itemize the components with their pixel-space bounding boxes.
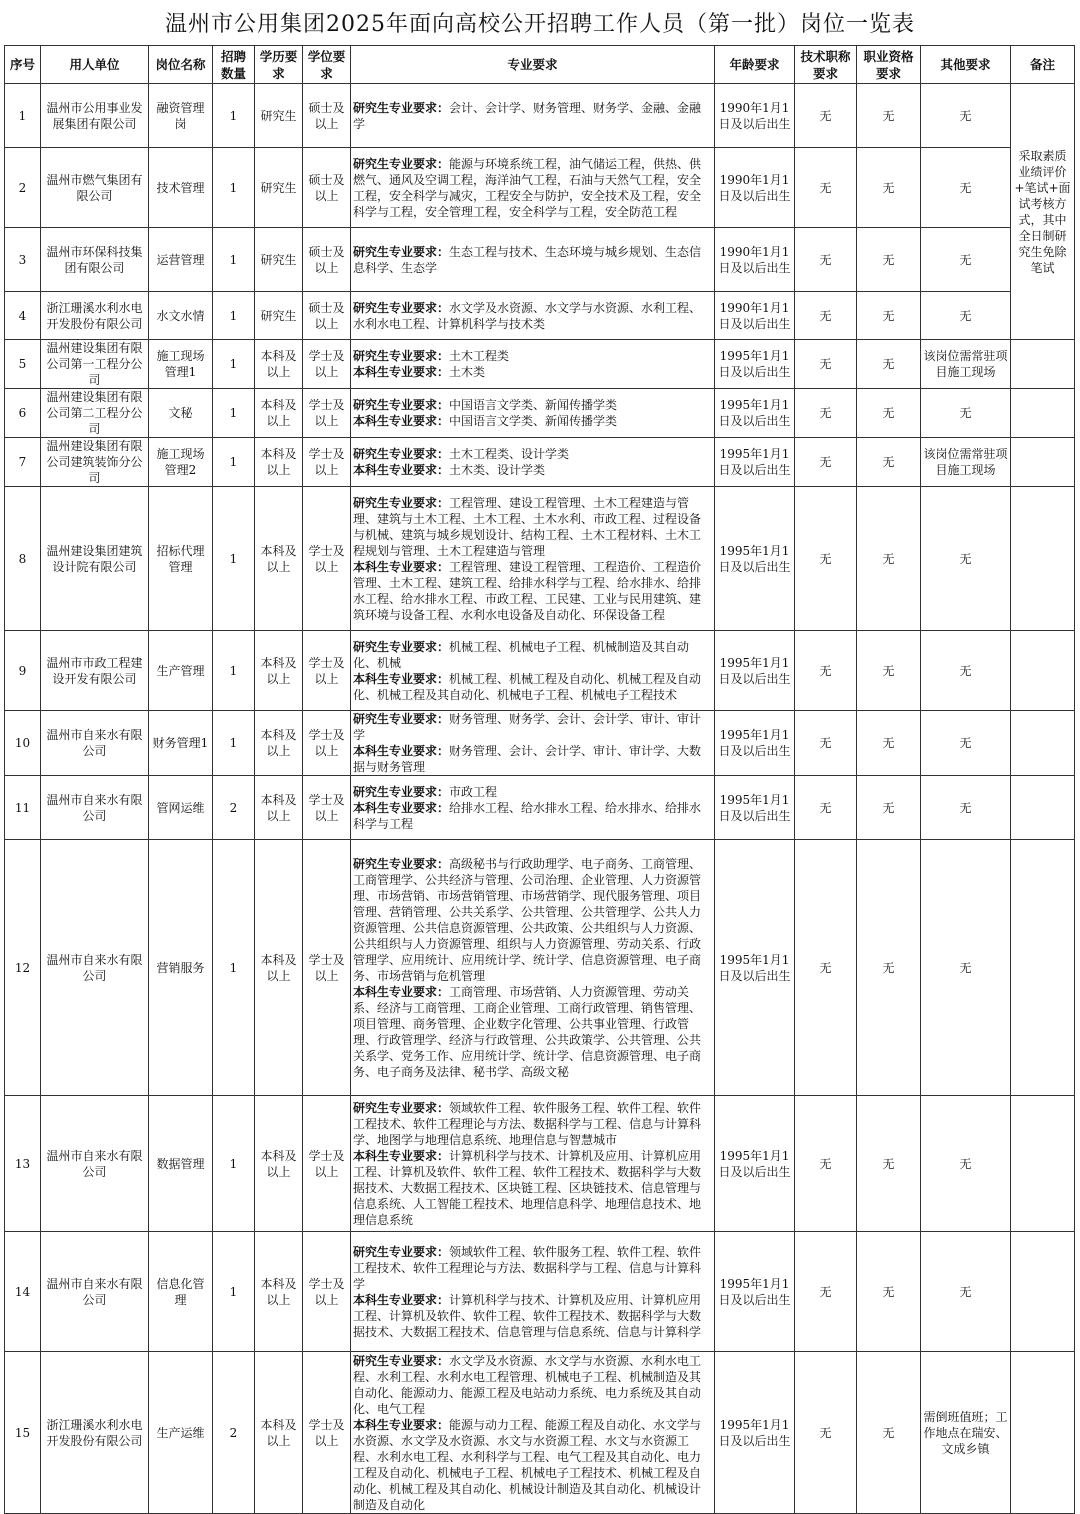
major-label: 本科生专业要求： xyxy=(353,559,450,574)
major-text: 机械工程、机械电子工程、机械制造及其自动化、机械 xyxy=(353,639,690,670)
count-cell: 1 xyxy=(213,631,255,711)
major-label: 研究生专业要求： xyxy=(353,639,450,654)
major-paragraph xyxy=(353,348,712,364)
education-cell: 本科及以上 xyxy=(255,1096,303,1232)
major-text: 计算机科学与技术、计算机及应用、计算机应用工程、计算机及软件、软件工程、软件工程技术、数据科学与大数据技术、大数据工程技术、信息管理与信息系统、信息与计算科学 xyxy=(353,1292,702,1339)
tech-title-cell: 无 xyxy=(795,438,857,487)
other-req-cell: 无 xyxy=(921,84,1011,148)
major-paragraph xyxy=(353,1353,712,1417)
age-cell: 1995年1月1日及以后出生 xyxy=(715,1096,795,1232)
table-row xyxy=(5,340,1075,389)
major-paragraph xyxy=(353,1244,712,1292)
remark-cell-empty xyxy=(1011,776,1075,840)
major-paragraph xyxy=(353,495,712,559)
major-cell xyxy=(351,148,715,228)
employer-cell: 温州市自来水有限公司 xyxy=(41,1096,149,1232)
age-cell: 1995年1月1日及以后出生 xyxy=(715,776,795,840)
row-no: 6 xyxy=(5,389,41,438)
post-name-cell: 融资管理岗 xyxy=(149,84,213,148)
degree-cell: 学士及以上 xyxy=(303,487,351,631)
tech-title-cell: 无 xyxy=(795,1096,857,1232)
major-paragraph xyxy=(353,559,712,623)
qualification-cell: 无 xyxy=(857,1232,921,1352)
row-no: 5 xyxy=(5,340,41,389)
education-cell: 研究生 xyxy=(255,292,303,340)
major-label: 研究生专业要求： xyxy=(353,1244,450,1259)
employer-cell: 温州市环保科技集团有限公司 xyxy=(41,228,149,292)
remark-cell-empty xyxy=(1011,1096,1075,1232)
major-text: 中国语言文学类、新闻传播学类 xyxy=(449,398,618,412)
major-label: 研究生专业要求： xyxy=(353,300,450,315)
major-text: 会计、会计学、财务管理、财务学、金融、金融学 xyxy=(353,100,702,131)
qualification-cell: 无 xyxy=(857,776,921,840)
education-cell: 本科及以上 xyxy=(255,711,303,776)
major-label: 本科生专业要求： xyxy=(353,984,450,999)
age-cell: 1995年1月1日及以后出生 xyxy=(715,438,795,487)
other-req-cell: 需倒班值班；工作地点在瑞安、文成乡镇 xyxy=(921,1352,1011,1514)
age-cell: 1995年1月1日及以后出生 xyxy=(715,840,795,1096)
age-cell: 1995年1月1日及以后出生 xyxy=(715,487,795,631)
row-no: 12 xyxy=(5,840,41,1096)
major-paragraph xyxy=(353,639,712,671)
qualification-cell: 无 xyxy=(857,631,921,711)
major-paragraph xyxy=(353,1100,712,1148)
age-cell: 1995年1月1日及以后出生 xyxy=(715,631,795,711)
job-table xyxy=(4,45,1075,1514)
degree-cell: 学士及以上 xyxy=(303,711,351,776)
major-label: 本科生专业要求： xyxy=(353,1417,450,1432)
other-req-cell: 无 xyxy=(921,631,1011,711)
tech-title-cell: 无 xyxy=(795,389,857,438)
major-text: 生态工程与技术、生态环境与城乡规划、生态信息科学、生态学 xyxy=(353,244,702,275)
major-cell xyxy=(351,776,715,840)
major-cell xyxy=(351,340,715,389)
remark-cell-empty xyxy=(1011,631,1075,711)
header-degree: 学位要求 xyxy=(303,46,351,84)
degree-cell: 学士及以上 xyxy=(303,1232,351,1352)
remark-cell-empty xyxy=(1011,340,1075,389)
major-label: 本科生专业要求： xyxy=(353,1292,450,1307)
employer-cell: 温州市公用事业发展集团有限公司 xyxy=(41,84,149,148)
table-row xyxy=(5,840,1075,1096)
qualification-cell: 无 xyxy=(857,84,921,148)
major-paragraph xyxy=(353,100,712,132)
major-paragraph xyxy=(353,671,712,703)
count-cell: 1 xyxy=(213,389,255,438)
education-cell: 本科及以上 xyxy=(255,389,303,438)
row-no: 9 xyxy=(5,631,41,711)
major-text: 计算机科学与技术、计算机及应用、计算机应用工程、计算机及软件、软件工程、软件工程技术、数据科学与大数据技术、大数据工程技术、区块链工程、区块链技术、信息管理与信息系统、人工智能工程技术、地理信息科学、地理信息技术、地理信息系统 xyxy=(353,1148,702,1227)
count-cell: 2 xyxy=(213,776,255,840)
post-name-cell: 数据管理 xyxy=(149,1096,213,1232)
post-name-cell: 招标代理管理 xyxy=(149,487,213,631)
major-paragraph xyxy=(353,800,712,832)
header-major: 专业要求 xyxy=(351,46,715,84)
major-paragraph xyxy=(353,156,712,220)
employer-cell: 温州建设集团有限公司第一工程分公司 xyxy=(41,340,149,389)
major-text: 工程管理、建设工程管理、土木工程建造与管理、建筑与土木工程、土木工程、土木水利、市政工程、过程设备与机械、建筑与城乡规划设计、结构工程、土木工程材料、土木工程规划与管理、土木工程建造与管理 xyxy=(353,495,702,558)
major-paragraph xyxy=(353,743,712,775)
qualification-cell: 无 xyxy=(857,711,921,776)
education-cell: 本科及以上 xyxy=(255,487,303,631)
major-label: 研究生专业要求： xyxy=(353,712,450,726)
row-no: 10 xyxy=(5,711,41,776)
major-paragraph xyxy=(353,984,712,1080)
major-cell xyxy=(351,1096,715,1232)
table-row xyxy=(5,389,1075,438)
major-text: 市政工程 xyxy=(449,784,498,799)
degree-cell: 学士及以上 xyxy=(303,389,351,438)
row-no: 2 xyxy=(5,148,41,228)
major-paragraph xyxy=(353,1148,712,1228)
other-req-cell: 无 xyxy=(921,228,1011,292)
row-no: 11 xyxy=(5,776,41,840)
degree-cell: 学士及以上 xyxy=(303,340,351,389)
major-text: 工程管理、建设工程管理、工程造价、工程造价管理、土木工程、建筑工程、给排水科学与工程、给水排水、给排水工程、给水排水工程、市政工程、工民建、工业与民用建筑、建筑环境与设备工程、水利水电设备及自动化、环保设备工程 xyxy=(353,559,702,622)
row-no: 3 xyxy=(5,228,41,292)
employer-cell: 温州市自来水有限公司 xyxy=(41,1232,149,1352)
remark-cell-empty xyxy=(1011,1352,1075,1514)
major-text: 机械工程、机械工程及自动化、机械工程及自动化、机械工程及其自动化、机械电子工程、机械电子工程技术 xyxy=(353,671,702,702)
age-cell: 1990年1月1日及以后出生 xyxy=(715,228,795,292)
header-unit: 用人单位 xyxy=(41,46,149,84)
major-text: 高级秘书与行政助理学、电子商务、工商管理、工商管理学、公共经济与管理、公司治理、企业管理、人力资源管理、市场营销、市场营销管理、市场营销学、现代服务管理、项目管理、营销管理、公共关系学、公共管理、公共管理学、公共人力资源管理、公共信息资源管理、公共政策、公共组织与人力资源、公共组织与人力资源管理、组织与人力资源管理、劳动关系、行政管理学、应用统计、应用统计学、统计学、信息资源管理、电子商务、市场营销与危机管理 xyxy=(353,856,702,983)
major-cell xyxy=(351,631,715,711)
age-cell: 1990年1月1日及以后出生 xyxy=(715,84,795,148)
major-cell xyxy=(351,438,715,487)
degree-cell: 硕士及以上 xyxy=(303,228,351,292)
major-text: 工商管理、市场营销、人力资源管理、劳动关系、经济与工商管理、工商企业管理、工商行政管理、销售管理、项目管理、商务管理、企业数字化管理、公共事业管理、行政管理、行政管理学、经济与行政管理、公共政策学、公共管理、公共关系学、党务工作、应用统计学、统计学、信息资源管理、电子商务、电子商务及法律、秘书学、高级文秘 xyxy=(353,984,702,1079)
employer-cell: 温州市自来水有限公司 xyxy=(41,776,149,840)
major-text: 土木类、设计学类 xyxy=(449,463,546,477)
post-name-cell: 生产管理 xyxy=(149,631,213,711)
post-name-cell: 生产运维 xyxy=(149,1352,213,1514)
major-label: 研究生专业要求： xyxy=(353,398,450,412)
major-paragraph xyxy=(353,244,712,276)
tech-title-cell: 无 xyxy=(795,711,857,776)
major-paragraph xyxy=(353,364,712,380)
row-no: 7 xyxy=(5,438,41,487)
qualification-cell: 无 xyxy=(857,1096,921,1232)
qualification-cell: 无 xyxy=(857,438,921,487)
employer-cell: 浙江珊溪水利水电开发股份有限公司 xyxy=(41,1352,149,1514)
major-cell xyxy=(351,228,715,292)
major-text: 财务管理、会计、会计学、审计、审计学、大数据与财务管理 xyxy=(353,744,702,774)
post-name-cell: 文秘 xyxy=(149,389,213,438)
tech-title-cell: 无 xyxy=(795,292,857,340)
employer-cell: 浙江珊溪水利水电开发股份有限公司 xyxy=(41,292,149,340)
post-name-cell: 技术管理 xyxy=(149,148,213,228)
table-row xyxy=(5,228,1075,292)
age-cell: 1995年1月1日及以后出生 xyxy=(715,1352,795,1514)
qualification-cell: 无 xyxy=(857,340,921,389)
major-text: 能源与环境系统工程，油气储运工程，供热、供燃气、通风及空调工程，海洋油气工程，石油与天然气工程，安全工程，安全科学与减灾，工程安全与防护，安全技术及工程，安全科学与工程，安全管理工程，安全科学与工程，安全防范工程 xyxy=(353,156,702,219)
tech-title-cell: 无 xyxy=(795,840,857,1096)
remark-cell-empty xyxy=(1011,389,1075,438)
table-row xyxy=(5,148,1075,228)
major-label: 研究生专业要求： xyxy=(353,100,450,115)
table-row xyxy=(5,292,1075,340)
major-paragraph xyxy=(353,413,712,429)
table-row xyxy=(5,1096,1075,1232)
employer-cell: 温州市自来水有限公司 xyxy=(41,711,149,776)
table-row xyxy=(5,84,1075,148)
row-no: 4 xyxy=(5,292,41,340)
degree-cell: 硕士及以上 xyxy=(303,292,351,340)
qualification-cell: 无 xyxy=(857,389,921,438)
education-cell: 本科及以上 xyxy=(255,840,303,1096)
major-label: 本科生专业要求： xyxy=(353,365,450,379)
remark-cell-empty xyxy=(1011,840,1075,1096)
major-label: 研究生专业要求： xyxy=(353,244,450,259)
post-name-cell: 施工现场管理1 xyxy=(149,340,213,389)
major-paragraph xyxy=(353,856,712,984)
major-text: 水文学及水资源、水文学与水资源、水利水电工程、水利工程、水利水电工程管理、机械电子工程、机械制造及其自动化、能源动力、能源工程及电站动力系统、电力系统及其自动化、电气工程 xyxy=(353,1353,702,1416)
header-title-req: 技术职称要求 xyxy=(795,46,857,84)
table-row xyxy=(5,776,1075,840)
degree-cell: 学士及以上 xyxy=(303,438,351,487)
header-row xyxy=(5,46,1075,84)
tech-title-cell: 无 xyxy=(795,148,857,228)
qualification-cell: 无 xyxy=(857,148,921,228)
major-cell xyxy=(351,1232,715,1352)
tech-title-cell: 无 xyxy=(795,487,857,631)
count-cell: 1 xyxy=(213,84,255,148)
education-cell: 研究生 xyxy=(255,84,303,148)
major-label: 本科生专业要求： xyxy=(353,671,450,686)
major-text: 土木工程类、设计学类 xyxy=(449,447,570,461)
count-cell: 1 xyxy=(213,292,255,340)
other-req-cell: 无 xyxy=(921,1232,1011,1352)
row-no: 15 xyxy=(5,1352,41,1514)
count-cell: 1 xyxy=(213,148,255,228)
remark-cell-empty xyxy=(1011,1232,1075,1352)
header-edu: 学历要求 xyxy=(255,46,303,84)
page-title: 温州市公用集团2025年面向高校公开招聘工作人员（第一批）岗位一览表 xyxy=(165,12,915,37)
header-qual: 职业资格要求 xyxy=(857,46,921,84)
major-text: 财务管理、财务学、会计、会计学、审计、审计学 xyxy=(353,712,702,742)
education-cell: 本科及以上 xyxy=(255,438,303,487)
other-req-cell: 无 xyxy=(921,148,1011,228)
table-row xyxy=(5,487,1075,631)
row-no: 8 xyxy=(5,487,41,631)
employer-cell: 温州建设集团有限公司第二工程分公司 xyxy=(41,389,149,438)
degree-cell: 硕士及以上 xyxy=(303,84,351,148)
age-cell: 1995年1月1日及以后出生 xyxy=(715,711,795,776)
degree-cell: 学士及以上 xyxy=(303,840,351,1096)
count-cell: 1 xyxy=(213,1232,255,1352)
table-row xyxy=(5,1232,1075,1352)
other-req-cell: 无 xyxy=(921,1096,1011,1232)
tech-title-cell: 无 xyxy=(795,228,857,292)
education-cell: 本科及以上 xyxy=(255,631,303,711)
education-cell: 本科及以上 xyxy=(255,776,303,840)
post-name-cell: 信息化管理 xyxy=(149,1232,213,1352)
other-req-cell: 无 xyxy=(921,711,1011,776)
age-cell: 1995年1月1日及以后出生 xyxy=(715,389,795,438)
qualification-cell: 无 xyxy=(857,1352,921,1514)
count-cell: 1 xyxy=(213,1096,255,1232)
major-label: 本科生专业要求： xyxy=(353,744,450,758)
table-row xyxy=(5,1352,1075,1514)
major-label: 研究生专业要求： xyxy=(353,856,450,871)
row-no: 1 xyxy=(5,84,41,148)
major-text: 领域软件工程、软件服务工程、软件工程、软件工程技术、软件工程理论与方法、数据科学与工程、信息与计算科学、地图学与地理信息系统、地理信息与智慧城市 xyxy=(353,1100,702,1147)
major-cell xyxy=(351,711,715,776)
major-paragraph xyxy=(353,462,712,478)
major-label: 研究生专业要求： xyxy=(353,784,450,799)
degree-cell: 学士及以上 xyxy=(303,1352,351,1514)
major-text: 中国语言文学类、新闻传播学类 xyxy=(449,414,618,428)
major-label: 研究生专业要求： xyxy=(353,1100,450,1115)
qualification-cell: 无 xyxy=(857,228,921,292)
degree-cell: 学士及以上 xyxy=(303,1096,351,1232)
header-count: 招聘数量 xyxy=(213,46,255,84)
qualification-cell: 无 xyxy=(857,292,921,340)
major-text: 领域软件工程、软件服务工程、软件工程、软件工程技术、软件工程理论与方法、数据科学与工程、信息与计算科学 xyxy=(353,1244,702,1291)
major-text: 水文学及水资源、水文学与水资源、水利工程、水利水电工程、计算机科学与技术类 xyxy=(353,300,702,331)
degree-cell: 硕士及以上 xyxy=(303,148,351,228)
tech-title-cell: 无 xyxy=(795,776,857,840)
major-text: 土木类 xyxy=(449,365,486,379)
major-paragraph xyxy=(353,446,712,462)
header-other: 其他要求 xyxy=(921,46,1011,84)
major-cell xyxy=(351,487,715,631)
row-no: 13 xyxy=(5,1096,41,1232)
age-cell: 1990年1月1日及以后出生 xyxy=(715,148,795,228)
major-label: 本科生专业要求： xyxy=(353,463,450,477)
employer-cell: 温州建设集团有限公司建筑装饰分公司 xyxy=(41,438,149,487)
other-req-cell: 无 xyxy=(921,776,1011,840)
degree-cell: 学士及以上 xyxy=(303,631,351,711)
major-label: 本科生专业要求： xyxy=(353,1148,450,1163)
education-cell: 研究生 xyxy=(255,228,303,292)
qualification-cell: 无 xyxy=(857,840,921,1096)
header-remark: 备注 xyxy=(1011,46,1075,84)
major-cell xyxy=(351,84,715,148)
major-label: 研究生专业要求： xyxy=(353,156,450,171)
major-paragraph xyxy=(353,300,712,332)
post-name-cell: 水文水情 xyxy=(149,292,213,340)
table-row xyxy=(5,438,1075,487)
employer-cell: 温州建设集团建筑设计院有限公司 xyxy=(41,487,149,631)
other-req-cell: 该岗位需常驻项目施工现场 xyxy=(921,340,1011,389)
remark-cell-empty xyxy=(1011,711,1075,776)
major-cell xyxy=(351,389,715,438)
tech-title-cell: 无 xyxy=(795,631,857,711)
major-cell xyxy=(351,840,715,1096)
post-name-cell: 财务管理1 xyxy=(149,711,213,776)
header-no: 序号 xyxy=(5,46,41,84)
major-label: 本科生专业要求： xyxy=(353,800,450,815)
count-cell: 1 xyxy=(213,711,255,776)
education-cell: 本科及以上 xyxy=(255,1232,303,1352)
major-text: 土木工程类 xyxy=(449,349,510,363)
count-cell: 1 xyxy=(213,228,255,292)
count-cell: 1 xyxy=(213,840,255,1096)
other-req-cell: 无 xyxy=(921,389,1011,438)
major-paragraph xyxy=(353,1292,712,1340)
employer-cell: 温州市燃气集团有限公司 xyxy=(41,148,149,228)
count-cell: 2 xyxy=(213,1352,255,1514)
row-no: 14 xyxy=(5,1232,41,1352)
major-label: 本科生专业要求： xyxy=(353,414,450,428)
age-cell: 1995年1月1日及以后出生 xyxy=(715,1232,795,1352)
major-label: 研究生专业要求： xyxy=(353,1353,450,1368)
age-cell: 1990年1月1日及以后出生 xyxy=(715,292,795,340)
post-name-cell: 运营管理 xyxy=(149,228,213,292)
major-cell xyxy=(351,1352,715,1514)
major-text: 给排水工程、给水排水工程、给水排水、给排水科学与工程 xyxy=(353,800,702,831)
tech-title-cell: 无 xyxy=(795,1232,857,1352)
remark-cell-empty xyxy=(1011,487,1075,631)
qualification-cell: 无 xyxy=(857,487,921,631)
education-cell: 本科及以上 xyxy=(255,340,303,389)
count-cell: 1 xyxy=(213,438,255,487)
employer-cell: 温州市市政工程建设开发有限公司 xyxy=(41,631,149,711)
header-post: 岗位名称 xyxy=(149,46,213,84)
major-paragraph xyxy=(353,1417,712,1513)
major-label: 研究生专业要求： xyxy=(353,349,450,363)
employer-cell: 温州市自来水有限公司 xyxy=(41,840,149,1096)
education-cell: 本科及以上 xyxy=(255,1352,303,1514)
table-row xyxy=(5,631,1075,711)
tech-title-cell: 无 xyxy=(795,1352,857,1514)
tech-title-cell: 无 xyxy=(795,340,857,389)
major-text: 能源与动力工程、能源工程及自动化、水文学与水资源、水文学及水资源、水文与水资源工程、水文与水资源工程、水利水电工程、水利科学与工程、电气工程及其自动化、电力工程及自动化、机械电子工程、机械电子工程技术、机械工程及自动化、机械工程及其自动化、机械设计制造及其自动化、机械设计制造及自动化 xyxy=(353,1417,702,1512)
degree-cell: 学士及以上 xyxy=(303,776,351,840)
major-cell xyxy=(351,292,715,340)
count-cell: 1 xyxy=(213,487,255,631)
remark-cell-empty xyxy=(1011,438,1075,487)
tech-title-cell: 无 xyxy=(795,84,857,148)
major-label: 研究生专业要求： xyxy=(353,447,450,461)
header-age: 年龄要求 xyxy=(715,46,795,84)
other-req-cell: 无 xyxy=(921,487,1011,631)
other-req-cell: 无 xyxy=(921,840,1011,1096)
education-cell: 研究生 xyxy=(255,148,303,228)
count-cell: 1 xyxy=(213,340,255,389)
major-label: 研究生专业要求： xyxy=(353,495,450,510)
major-paragraph xyxy=(353,711,712,743)
major-paragraph xyxy=(353,397,712,413)
major-paragraph xyxy=(353,784,712,800)
post-name-cell: 营销服务 xyxy=(149,840,213,1096)
other-req-cell: 无 xyxy=(921,292,1011,340)
age-cell: 1995年1月1日及以后出生 xyxy=(715,340,795,389)
post-name-cell: 管网运维 xyxy=(149,776,213,840)
other-req-cell: 该岗位需常驻项目施工现场 xyxy=(921,438,1011,487)
post-name-cell: 施工现场管理2 xyxy=(149,438,213,487)
remark-cell: 采取素质业绩评价+笔试+面试考核方式，其中全日制研究生免除笔试 xyxy=(1011,84,1075,340)
table-row xyxy=(5,711,1075,776)
